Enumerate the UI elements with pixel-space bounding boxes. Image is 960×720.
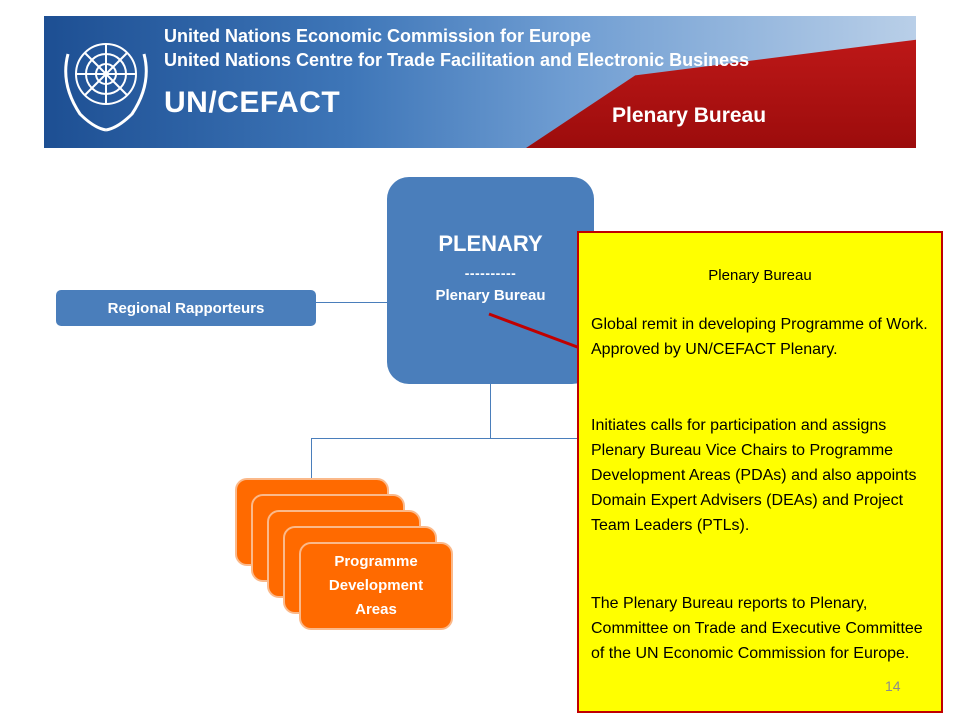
connector-rapporteurs [316,302,387,303]
banner-line-2: United Nations Centre for Trade Facilitation and Electronic Business [164,50,750,70]
callout-paragraph-3: The Plenary Bureau reports to Plenary, Committee on Trade and Executive Committee of the UN Economic Commission for Europe. [591,595,923,662]
plenary-bureau-callout [577,231,943,713]
pda-card-front [299,542,453,630]
connector-plenary-down [490,384,491,438]
plenary-subtitle: Plenary Bureau [435,287,546,304]
un-emblem-icon [54,24,158,140]
regional-rapporteurs-box: Regional Rapporteurs [56,290,316,326]
banner-brand: UN/CEFACT [164,86,341,119]
callout-paragraph-1: Global remit in developing Programme of Work. Approved by UN/CEFACT Plenary. [591,316,928,358]
page-number: 14 [885,678,901,694]
callout-title: Plenary Bureau [708,267,812,284]
plenary-separator: ---------- [464,265,517,281]
banner-section-title: Plenary Bureau [612,104,767,127]
pda-label: Programme Development Areas [328,553,424,618]
plenary-title: PLENARY [438,231,543,256]
connector-horizontal [311,438,577,439]
connector-pda [311,438,312,478]
banner-line-1: United Nations Economic Commission for Europe [164,26,592,46]
callout-paragraph-2: Initiates calls for participation and assigns Plenary Bureau Vice Chairs to Programme Development Areas (PDAs) and also appoints Domain Expert Advisers (DEAs) and Project Team Leaders (PTLs). [591,417,917,534]
plenary-box [387,177,594,384]
header-banner [44,16,916,148]
